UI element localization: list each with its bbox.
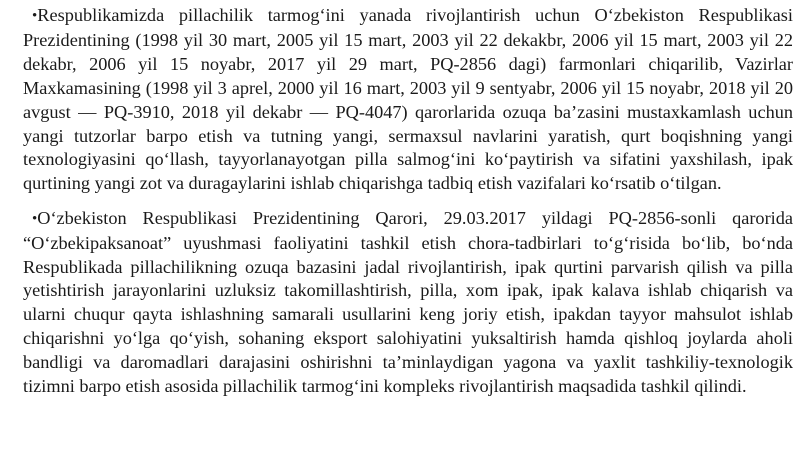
slide-body [23, 4, 793, 399]
paragraph-decrees [23, 4, 793, 196]
bullet-icon: • [32, 210, 38, 227]
paragraph-resolution [23, 207, 793, 399]
paragraph-text: Respublikamizda pillachilik tarmog‘ini yanada rivojlantirish uchun O‘zbekiston Respublikasi Prezidentining (1998 yil 30 mart, 2005 yil 15 mart, 2003 yil 22 dekakbr, 2006 yil 15 mart, 2003 yil 22 dekabr, 2006 yil 15 noyabr, 2017 yil 29 mart, PQ-2856 dagi) farmonlari chiqarilib, Vazirlar Maxkamasining (1998 yil 3 aprel, 2000 yil 16 mart, 2003 yil 9 sentyabr, 2006 yil 15 noyabr, 2018 yil 20 avgust — PQ-3910, 2018 yil dekabr — PQ-4047) qarorlarida ozuqa ba’zasini mustaxkamlash uchun yangi tutzorlar barpo etish va tutning yangi, sermaxsul navlarini yaratish, qurt boqishning yangi texnologiyasini qo‘llash, tayyorlanayotgan pilla salmog‘ini ko‘paytirish va sifatini yaxshilash, ipak qurtining yangi zot va duragaylarini ishlab chiqarishga tadbiq etish vazifalari ko‘rsatib o‘tilgan. [23, 5, 793, 194]
paragraph-text: O‘zbekiston Respublikasi Prezidentining Qarori, 29.03.2017 yildagi PQ-2856-sonli qarorida “O‘zbekipaksanoat” uyushmasi faoliyatini tashkil etish chora-tadbirlari to‘g‘risida bo‘lib, bo‘nda Respublikada pillachilikning ozuqa bazasini jadal rivojlantirish, ipak qurtini parvarish qilish va pilla yetishtirish jarayonlarini uzluksiz takomillashtirish, pilla, xom ipak, ipak kalava ishlab chiqarish va ularni chuqur qayta ishlashning samarali usullarini keng joriy etish, ipakdan tayyor mahsulot ishlab chiqarishni yo‘lga qo‘yish, sohaning eksport salohiyatini yuksaltirish hamda qishloq joylarda aholi bandligi va daromadlari darajasini oshirishni ta’minlaydigan yagona va yaxlit tashkiliy-texnologik tizimni barpo etish asosida pillachilik tarmog‘ini kompleks rivojlantirish maqsadida tashkil qilindi. [23, 207, 793, 397]
bullet-icon: • [32, 8, 38, 24]
